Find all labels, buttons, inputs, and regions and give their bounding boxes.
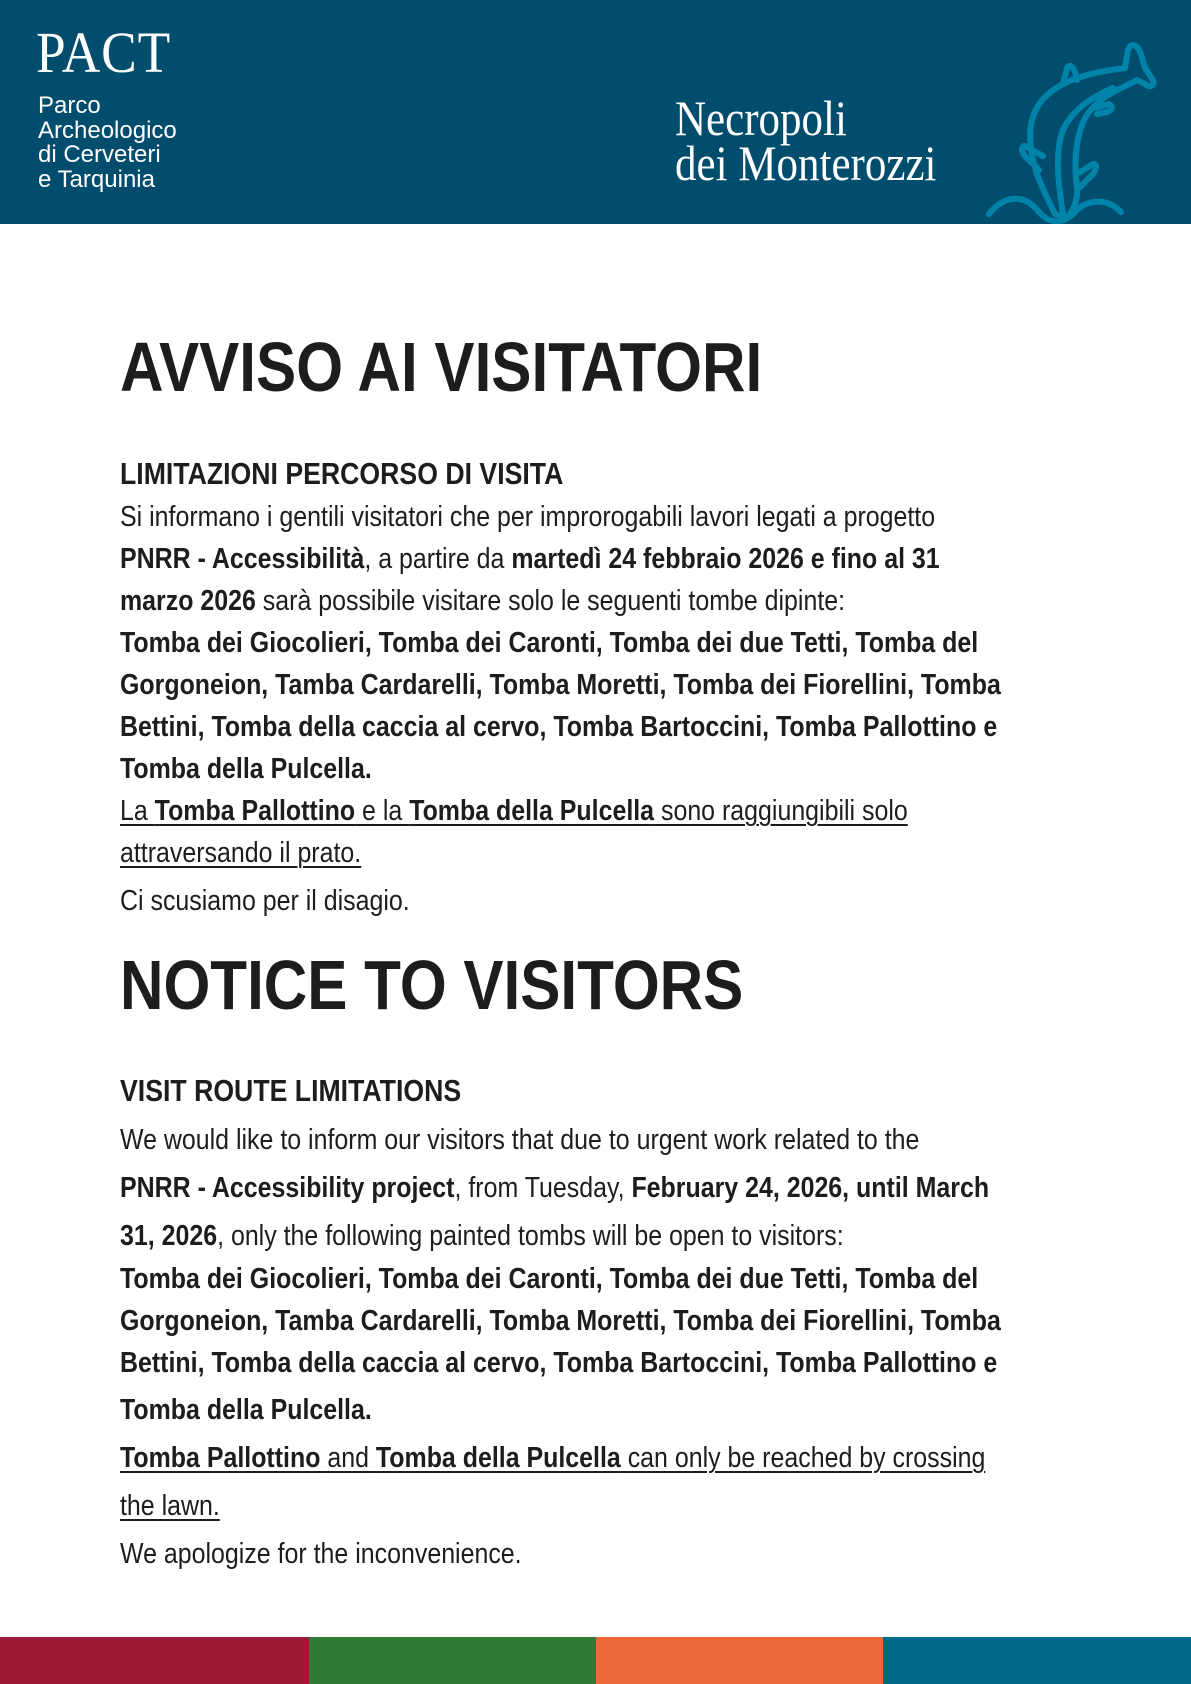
italian-intro-line-2 [120, 543, 940, 575]
site-name [675, 90, 937, 191]
tomb-name: Tomba Pallottino [154, 795, 356, 827]
note-text: e la [355, 795, 410, 827]
intro-text: sarà possibile visitare solo le seguenti tombe dipinte: [255, 585, 846, 617]
italian-access-note-line-1 [120, 795, 908, 827]
tombs-text: Tomba dei Giocolieri, Tomba dei Caronti, Tomba dei due Tetti, Tomba del [120, 627, 979, 659]
english-intro-line-3 [120, 1220, 844, 1252]
header-banner [0, 0, 1191, 224]
english-tombs-line [120, 1305, 1001, 1337]
footer-stripe-green [309, 1637, 596, 1684]
english-apology: We apologize for the inconvenience. [120, 1538, 522, 1570]
english-subtitle: VISIT ROUTE LIMITATIONS [120, 1073, 462, 1108]
english-tombs-line [120, 1394, 372, 1426]
footer-stripe-orange [596, 1637, 883, 1684]
dolphin-icon [985, 28, 1160, 224]
pact-logo-title: PACT [36, 20, 172, 85]
tomb-name: Tomba della Pulcella [409, 795, 655, 827]
italian-intro-line-1: Si informano i gentili visitatori che per improrogabili lavori legati a progetto [120, 501, 936, 533]
site-name-line: Necropoli [675, 90, 847, 146]
logo-subtitle-line: Archeologico [38, 116, 177, 144]
english-access-note-line-1 [120, 1442, 985, 1474]
date-range-end: marzo 2026 [120, 585, 256, 617]
intro-text: , from Tuesday, [454, 1172, 632, 1204]
italian-subtitle: LIMITAZIONI PERCORSO DI VISITA [120, 456, 564, 491]
italian-access-note-line-2: attraversando il prato. [120, 837, 362, 869]
italian-apology: Ci scusiamo per il disagio. [120, 885, 410, 917]
italian-intro-line-3 [120, 585, 845, 617]
date-range-end: 31, 2026 [120, 1220, 218, 1252]
footer-stripe-red [0, 1637, 309, 1684]
english-access-note-line-2: the lawn. [120, 1490, 220, 1522]
tombs-text: Tomba dei Giocolieri, Tomba dei Caronti, Tomba dei due Tetti, Tomba del [120, 1263, 979, 1295]
tomb-name: Tomba della Pulcella [375, 1442, 621, 1474]
italian-tombs-line [120, 711, 997, 743]
tomb-name: Tomba Pallottino [120, 1442, 321, 1474]
italian-tombs-line [120, 669, 1001, 701]
tombs-text: Gorgoneion, Tamba Cardarelli, Tomba Moretti, Tomba dei Fiorellini, Tomba [120, 669, 1001, 701]
site-name-line: dei Monterozzi [675, 135, 937, 191]
italian-title: AVVISO AI VISITATORI [120, 328, 763, 406]
note-text: can only be reached by crossing [620, 1442, 986, 1474]
italian-tombs-line [120, 627, 978, 659]
tombs-text: Tomba della Pulcella. [120, 753, 372, 785]
logo-subtitle-line: di Cerveteri [38, 141, 161, 168]
intro-text: , a partire da [364, 543, 512, 575]
tombs-text: Gorgoneion, Tamba Cardarelli, Tomba Moretti, Tomba dei Fiorellini, Tomba [120, 1305, 1001, 1337]
date-range: February 24, 2026, until March [631, 1172, 990, 1204]
project-name: PNRR - Accessibilità [120, 543, 365, 575]
english-tombs-line [120, 1347, 997, 1379]
project-name: PNRR - Accessibility project [120, 1172, 455, 1204]
tombs-text: Bettini, Tomba della caccia al cervo, Tomba Bartoccini, Tomba Pallottino e [120, 711, 998, 743]
note-text: and [320, 1442, 376, 1474]
tombs-text: Tomba della Pulcella. [120, 1394, 372, 1426]
footer-stripe-blue [883, 1637, 1191, 1684]
logo-subtitle-line: e Tarquinia [38, 165, 155, 193]
english-title: NOTICE TO VISITORS [120, 946, 744, 1024]
note-text: sono raggiungibili solo [654, 795, 908, 827]
date-range: martedì 24 febbraio 2026 e fino al 31 [511, 543, 940, 575]
italian-tombs-line [120, 753, 372, 785]
english-intro-line-1: We would like to inform our visitors that due to urgent work related to the [120, 1124, 920, 1156]
note-text: La [120, 795, 155, 827]
english-tombs-line [120, 1263, 978, 1295]
pact-logo-subtitle [38, 94, 177, 192]
english-intro-line-2 [120, 1172, 989, 1204]
intro-text: , only the following painted tombs will be open to visitors: [217, 1220, 844, 1252]
logo-subtitle-line: Parco [38, 92, 101, 119]
tombs-text: Bettini, Tomba della caccia al cervo, Tomba Bartoccini, Tomba Pallottino e [120, 1347, 998, 1379]
